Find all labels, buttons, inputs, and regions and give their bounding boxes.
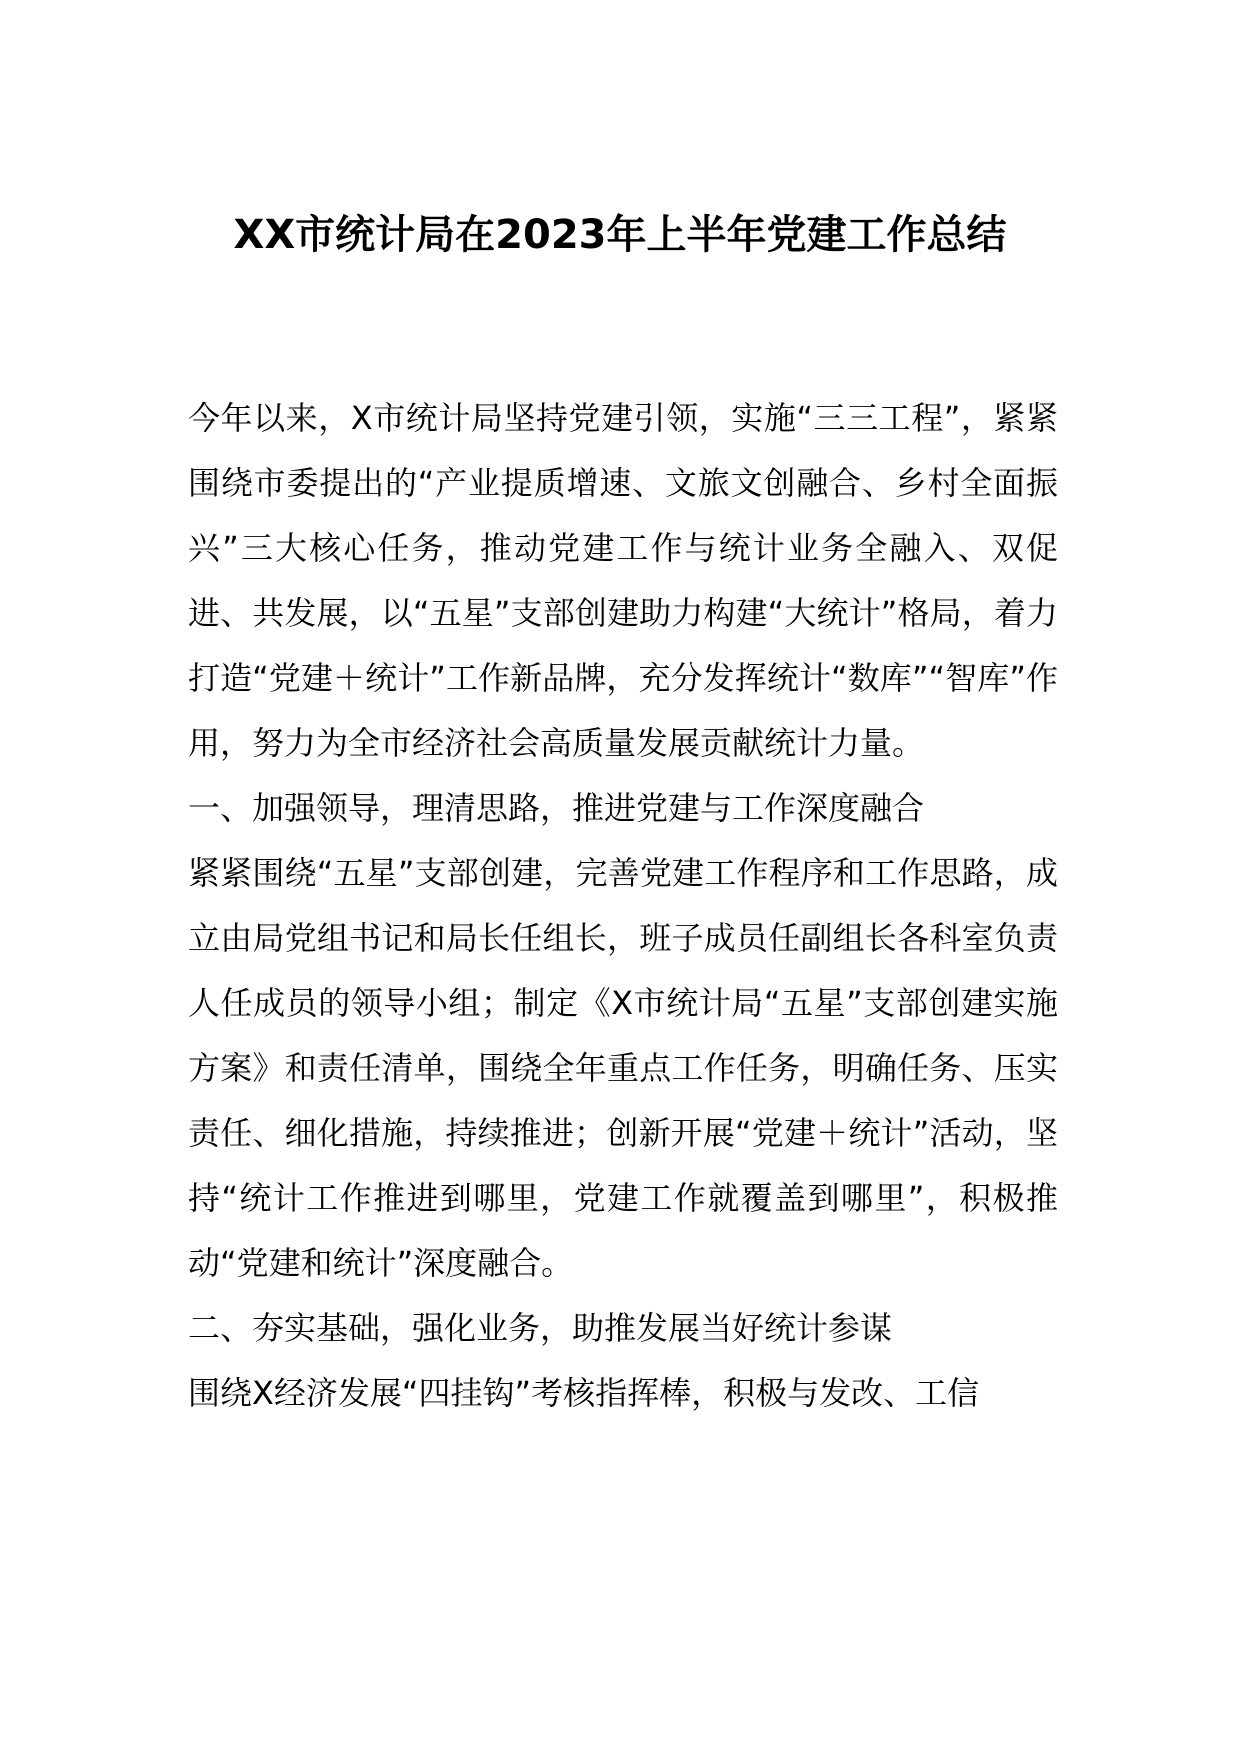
section-heading-2: 二、夯实基础，强化业务，助推发展当好统计参谋 [188,1309,893,1347]
intro-paragraph: 今年以来，X市统计局坚持党建引领，实施“三三工程”，紧紧围绕市委提出的“产业提质增速、文旅文创融合、乡村全面振兴”三大核心任务，推动党建工作与统计业务全融入、双促进、共发展，以“五星”支部创建助力构建“大统计”格局，着力打造“党建＋统计”工作新品牌，充分发挥统计“数库”“智库”作用，努力为全市经济社会高质量发展贡献统计力量。 [188,399,1058,762]
section-heading-1: 一、加强领导，理清思路，推进党建与工作深度融合 [188,789,925,827]
document-title: XX市统计局在2023年上半年党建工作总结 [233,212,1007,258]
section-1-paragraph: 紧紧围绕“五星”支部创建，完善党建工作程序和工作思路，成立由局党组书记和局长任组长，班子成员任副组长各科室负责人任成员的领导小组；制定《X市统计局“五星”支部创建实施方案》和责任清单，围绕全年重点工作任务，明确任务、压实责任、细化措施，持续推进；创新开展“党建＋统计”活动，坚持“统计工作推进到哪里，党建工作就覆盖到哪里”，积极推动“党建和统计”深度融合。 [188,854,1058,1282]
document-body [188,386,1058,1541]
section-2-paragraph: 围绕X经济发展“四挂钩”考核指挥棒，积极与发改、工信 [188,1374,980,1412]
